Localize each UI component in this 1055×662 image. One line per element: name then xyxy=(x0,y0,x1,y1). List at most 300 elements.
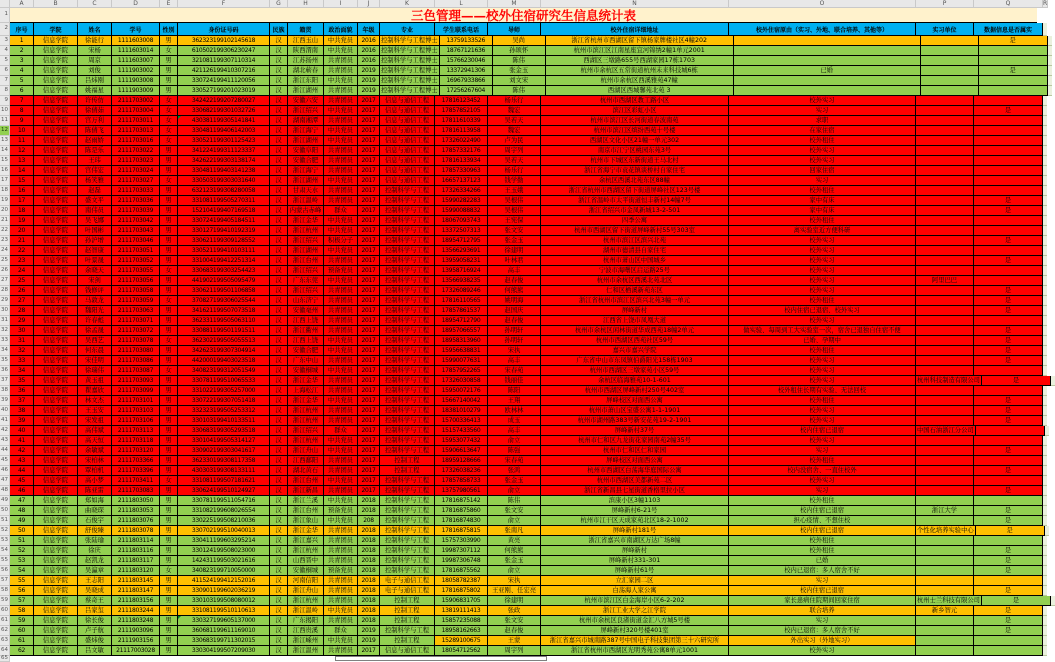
row-number[interactable]: 9 xyxy=(0,96,10,106)
cell-address[interactable]: 浙江省嘉兴市城南路387号中国电子科技集团第三十六研究所 xyxy=(541,636,729,646)
cell-phone[interactable]: 13372941306 xyxy=(440,66,493,76)
cell-grade[interactable]: 2017 xyxy=(358,446,380,456)
cell-ethnicity[interactable]: 汉 xyxy=(270,196,288,206)
cell-origin[interactable]: 广东东莞 xyxy=(288,276,324,286)
cell-phone[interactable]: 17816875860 xyxy=(435,506,488,516)
cell-intern-unit[interactable] xyxy=(916,206,974,216)
cell-reason[interactable]: 校外实习 xyxy=(729,266,916,276)
cell-intern-unit[interactable] xyxy=(916,246,974,256)
cell-verified[interactable]: 是 xyxy=(974,256,1043,266)
cell-advisor[interactable]: 张政 xyxy=(488,606,541,616)
cell-reason[interactable]: 校内已退宿：多人宿舍不好 xyxy=(729,566,916,576)
cell-name[interactable]: 徐孟晟 xyxy=(78,326,112,336)
cell-origin[interactable]: 江西上饶 xyxy=(288,316,324,326)
cell-grade[interactable]: 2018 xyxy=(358,496,380,506)
cell-advisor[interactable]: 张金玉 xyxy=(488,556,541,566)
cell-name[interactable]: 孙沪增 xyxy=(78,236,112,246)
cell-college[interactable]: 信息学院 xyxy=(34,66,78,76)
cell-address[interactable]: 杭州市滨江区长河街道春波南苑 xyxy=(541,116,729,126)
cell-reason[interactable]: 校外实习 xyxy=(729,156,916,166)
cell-intern-unit[interactable] xyxy=(916,186,974,196)
cell-student-id[interactable]: 2111703016 xyxy=(112,136,160,146)
cell-grade[interactable]: 2017 xyxy=(358,486,380,496)
cell-origin[interactable]: 浙江东阳 xyxy=(288,76,324,86)
cell-reason[interactable]: 家长患病住院期间回家住宿 xyxy=(729,596,916,606)
cell-no[interactable]: 10 xyxy=(10,126,34,136)
cell-name[interactable]: 王志阳 xyxy=(78,576,112,586)
column-letter[interactable]: L xyxy=(435,0,488,8)
cell-reason[interactable]: 校外租住 xyxy=(729,346,916,356)
empty-cell-box[interactable] xyxy=(335,656,547,661)
cell-advisor[interactable]: 钱丽佳 xyxy=(488,376,541,386)
cell-gender[interactable]: 女 xyxy=(160,366,178,376)
cell-reason[interactable]: 校外实习 xyxy=(729,286,916,296)
cell-reason[interactable]: 校外租住 xyxy=(729,186,916,196)
cell-verified[interactable]: 是 xyxy=(974,236,1043,246)
cell-student-id[interactable]: 2111703086 xyxy=(112,356,160,366)
cell-phone[interactable]: 17816874830 xyxy=(435,516,488,526)
cell-no[interactable]: 3 xyxy=(10,56,34,66)
cell-student-id[interactable]: 2111703027 xyxy=(112,176,160,186)
cell-no[interactable]: 43 xyxy=(10,456,34,466)
cell-reason[interactable]: 担心疫情、不想住校 xyxy=(729,516,916,526)
cell-no[interactable]: 55 xyxy=(10,576,34,586)
cell-grade[interactable]: 2017 xyxy=(358,236,380,246)
cell-advisor[interactable]: 吴根伟 xyxy=(488,196,541,206)
row-number[interactable]: 63 xyxy=(0,636,10,646)
cell-name[interactable]: 黄玉祖 xyxy=(78,376,112,386)
cell-phone[interactable]: 18959128666 xyxy=(435,456,488,466)
cell-grade[interactable]: 2017 xyxy=(358,146,380,156)
row-number[interactable]: 55 xyxy=(0,556,10,566)
cell-student-id[interactable]: 2111803117 xyxy=(112,556,160,566)
cell-gender[interactable]: 女 xyxy=(160,116,178,126)
cell-verified[interactable] xyxy=(974,126,1043,136)
cell-reason[interactable]: 在家住宿 xyxy=(729,126,916,136)
cell-name[interactable]: 吴晓成 xyxy=(78,586,112,596)
cell-origin[interactable]: 湖北蕲春 xyxy=(288,66,324,76)
cell-gender[interactable]: 男 xyxy=(160,206,178,216)
cell-ethnicity[interactable]: 汉 xyxy=(270,266,288,276)
cell-student-id[interactable]: 2111703056 xyxy=(112,276,160,286)
cell-phone[interactable]: 15990077631 xyxy=(435,356,488,366)
cell-address[interactable]: 杭州市西湖区教工路小区 xyxy=(541,96,729,106)
cell-advisor[interactable]: 张文安 xyxy=(488,226,541,236)
column-header-phone[interactable]: 学生联系电话 xyxy=(435,23,488,36)
column-letter[interactable]: D xyxy=(112,0,160,8)
cell-name[interactable]: 陈是乐 xyxy=(78,146,112,156)
cell-intern-unit[interactable]: 浙江大学 xyxy=(916,506,974,516)
row-number[interactable]: 26 xyxy=(0,266,10,276)
cell-ethnicity[interactable]: 汉 xyxy=(270,576,288,586)
cell-political-status[interactable]: 共青团员 xyxy=(324,546,358,556)
cell-id-number[interactable]: 330781199511054716 xyxy=(178,496,270,506)
cell-address[interactable]: 宁波市海曙区启运路25号 xyxy=(541,266,729,276)
cell-reason[interactable]: 校外租住 xyxy=(729,496,916,506)
cell-reason[interactable]: 校外实习 xyxy=(729,236,916,246)
cell-ethnicity[interactable]: 汉 xyxy=(270,326,288,336)
cell-phone[interactable]: 18954712790 xyxy=(435,316,488,326)
cell-ethnicity[interactable]: 汉 xyxy=(270,66,288,76)
cell-major[interactable]: 控制科学与工程博士 xyxy=(381,77,438,84)
cell-name[interactable]: 徐庆 xyxy=(78,546,112,556)
cell-address[interactable]: 杭州市滨江区白金海岸小区6-2-202 xyxy=(541,596,729,606)
cell-phone[interactable]: 18054712562 xyxy=(435,646,488,656)
cell-name[interactable]: 宫万利 xyxy=(78,116,112,126)
row-number[interactable]: 20 xyxy=(0,206,10,216)
cell-intern-unit[interactable] xyxy=(916,556,974,566)
cell-political-status[interactable]: 共青团员 xyxy=(324,156,358,166)
cell-major[interactable]: 控制科学与工程 xyxy=(380,486,435,496)
cell-grade[interactable]: 2017 xyxy=(358,216,380,226)
cell-political-status[interactable]: 积极分子 xyxy=(324,236,358,246)
cell-gender[interactable]: 男 xyxy=(160,576,178,586)
cell-verified[interactable] xyxy=(974,536,1043,546)
cell-political-status[interactable]: 共青团员 xyxy=(324,186,358,196)
cell-address[interactable]: 立汇家园二区 xyxy=(541,576,729,586)
cell-gender[interactable]: 男 xyxy=(160,646,178,656)
cell-address[interactable]: 杭州市下城区东新街道王马北村 xyxy=(541,156,729,166)
cell-id-number[interactable]: 330521199410103111 xyxy=(178,246,270,256)
row-number[interactable]: 54 xyxy=(0,546,10,556)
cell-student-id[interactable]: 2111803076 xyxy=(112,516,160,526)
cell-intern-unit[interactable] xyxy=(916,106,974,116)
cell-advisor[interactable]: 赵国庆 xyxy=(488,306,541,316)
cell-id-number[interactable]: 330724199405184511 xyxy=(178,216,270,226)
row-number[interactable]: 7 xyxy=(0,76,10,86)
cell-intern-unit[interactable] xyxy=(916,216,974,226)
cell-reason[interactable]: 校内住宿已退宿 xyxy=(729,586,916,596)
cell-no[interactable]: 28 xyxy=(10,306,34,316)
cell-intern-unit[interactable] xyxy=(916,316,974,326)
cell-verified[interactable] xyxy=(974,96,1043,106)
cell-id-number[interactable]: 362330199308117358 xyxy=(178,456,270,466)
cell-origin[interactable]: 湖南湘潭 xyxy=(288,116,324,126)
cell-address[interactable]: 杭州市仁和区仁和家园 xyxy=(541,446,729,456)
cell-phone[interactable]: 16967933866 xyxy=(440,76,493,86)
cell-name[interactable]: 宫伟宏 xyxy=(78,166,112,176)
cell-origin[interactable]: 浙江湖州 xyxy=(288,86,324,96)
cell-gender[interactable]: 男 xyxy=(160,516,178,526)
cell-major[interactable]: 控制科学与工程 xyxy=(380,626,435,636)
cell-id-number[interactable]: 330902199303041617 xyxy=(178,446,270,456)
cell-student-id[interactable]: 2111803248 xyxy=(112,616,160,626)
cell-grade[interactable]: 2016 xyxy=(358,36,380,46)
cell-college[interactable]: 信息学院 xyxy=(34,236,78,246)
cell-origin[interactable]: 广东中山 xyxy=(288,356,324,366)
column-header-intern-unit[interactable]: 实习单位 xyxy=(916,23,974,36)
cell-college[interactable]: 信息学院 xyxy=(34,166,78,176)
cell-college[interactable]: 信息学院 xyxy=(34,256,78,266)
cell-origin[interactable]: 浙江海宁 xyxy=(288,126,324,136)
column-header-advisor[interactable]: 导师 xyxy=(488,23,541,36)
cell-grade[interactable]: 2018 xyxy=(358,616,380,626)
cell-political-status[interactable]: 共青团员 xyxy=(324,646,358,656)
cell-college[interactable]: 信息学院 xyxy=(34,86,78,96)
cell-phone[interactable]: 17326334266 xyxy=(435,186,488,196)
cell-college[interactable]: 信息学院 xyxy=(34,556,78,566)
column-header-address[interactable]: 校外住宿详细地址 xyxy=(541,23,729,36)
cell-gender[interactable]: 男 xyxy=(160,66,178,76)
cell-no[interactable]: 42 xyxy=(10,446,34,456)
cell-advisor[interactable]: 宋春苑 xyxy=(488,366,541,376)
cell-advisor[interactable]: 王宪保 xyxy=(488,216,541,226)
cell-reason[interactable]: 实习 xyxy=(729,176,916,186)
cell-college[interactable]: 信息学院 xyxy=(34,586,78,596)
cell-political-status[interactable]: 群众 xyxy=(324,626,358,636)
cell-advisor[interactable]: 徐建明 xyxy=(488,596,541,606)
cell-intern-unit[interactable]: 个性化培养实验中心 xyxy=(917,527,974,534)
cell-major[interactable]: 控制科学与工程 xyxy=(380,446,435,456)
cell-ethnicity[interactable]: 汉 xyxy=(270,46,288,56)
cell-advisor[interactable]: 徐建明 xyxy=(488,246,541,256)
cell-ethnicity[interactable]: 汉 xyxy=(270,436,288,446)
cell-name[interactable]: 吴飞娜 xyxy=(78,216,112,226)
cell-reason[interactable] xyxy=(734,76,921,86)
cell-advisor[interactable]: 孙颂怀 xyxy=(493,46,546,56)
cell-intern-unit[interactable] xyxy=(916,146,974,156)
row-number[interactable]: 56 xyxy=(0,566,10,576)
cell-college[interactable]: 信息学院 xyxy=(34,566,78,576)
cell-major[interactable]: 控制科学与工程 xyxy=(380,226,435,236)
cell-origin[interactable]: 浙江台州 xyxy=(288,256,324,266)
cell-advisor[interactable]: 成玉 xyxy=(488,416,541,426)
cell-advisor[interactable]: 赵春俊 xyxy=(488,316,541,326)
cell-phone[interactable]: 15956638831 xyxy=(435,346,488,356)
cell-gender[interactable]: 男 xyxy=(160,496,178,506)
cell-ethnicity[interactable]: 汉 xyxy=(270,116,288,126)
cell-address[interactable]: 广东省中山市东凤镇伯爵阳光158栋1903 xyxy=(541,356,729,366)
cell-address[interactable]: 杭州市余杭区西溪雅苑47幢 xyxy=(546,76,734,86)
cell-intern-unit[interactable]: 中国石油浙江分公司 xyxy=(917,427,974,434)
cell-phone[interactable]: 18954712795 xyxy=(435,236,488,246)
cell-address[interactable]: 杭州市余杭区西溪北苑北区 xyxy=(541,276,729,286)
cell-intern-unit[interactable] xyxy=(916,386,974,396)
cell-political-status[interactable]: 中共党员 xyxy=(324,606,358,616)
cell-no[interactable]: 46 xyxy=(10,486,34,496)
cell-student-id[interactable]: 2111703023 xyxy=(112,156,160,166)
cell-no[interactable]: 31 xyxy=(10,336,34,346)
cell-college[interactable]: 信息学院 xyxy=(34,246,78,256)
cell-no[interactable]: 41 xyxy=(10,436,34,446)
cell-gender[interactable]: 男 xyxy=(160,406,178,416)
row-number[interactable]: 41 xyxy=(0,416,10,426)
row-number[interactable]: 51 xyxy=(0,516,10,526)
cell-verified[interactable] xyxy=(976,426,1045,436)
cell-major[interactable]: 控制科学与工程 xyxy=(380,386,435,396)
cell-political-status[interactable]: 共青团员 xyxy=(324,326,358,336)
cell-advisor[interactable]: 何熊熊 xyxy=(488,286,541,296)
cell-advisor[interactable]: 周宇列 xyxy=(488,146,541,156)
cell-reason[interactable] xyxy=(734,86,921,96)
cell-origin[interactable]: 浙江湖州 xyxy=(288,246,324,256)
cell-no[interactable]: 36 xyxy=(10,386,34,396)
cell-reason[interactable]: 校外实习 xyxy=(729,246,916,256)
cell-advisor[interactable]: 俞立 xyxy=(488,516,541,526)
cell-verified[interactable]: 是 xyxy=(974,296,1043,306)
cell-reason[interactable]: 已婚 xyxy=(734,66,921,76)
cell-advisor[interactable]: 宋执 xyxy=(488,346,541,356)
cell-college[interactable]: 信息学院 xyxy=(34,126,78,136)
cell-advisor[interactable]: 刘文宋 xyxy=(493,76,546,86)
cell-origin[interactable]: 浙江海宁 xyxy=(288,166,324,176)
cell-phone[interactable]: 15289100675 xyxy=(435,636,488,646)
cell-student-id[interactable]: 2111803050 xyxy=(112,496,160,506)
cell-college[interactable]: 信息学院 xyxy=(34,216,78,226)
cell-name[interactable]: 杨笑雅 xyxy=(78,176,112,186)
cell-origin[interactable]: 安徽亳州 xyxy=(288,306,324,316)
row-number[interactable]: 43 xyxy=(0,436,10,446)
cell-major[interactable]: 控制科学与工程 xyxy=(380,356,435,366)
row-number[interactable]: 65 xyxy=(1,654,8,661)
cell-no[interactable]: 13 xyxy=(10,156,34,166)
cell-no[interactable]: 9 xyxy=(10,116,34,126)
cell-college[interactable]: 信息学院 xyxy=(34,316,78,326)
cell-student-id[interactable]: 2111703118 xyxy=(112,436,160,446)
cell-major[interactable]: 控制科学与工程 xyxy=(380,376,435,386)
cell-intern-unit[interactable] xyxy=(916,446,974,456)
cell-grade[interactable]: 2018 xyxy=(358,556,380,566)
cell-college[interactable]: 信息学院 xyxy=(34,46,78,56)
cell-address[interactable]: 浙江工业大学之江学院 xyxy=(541,606,729,616)
cell-ethnicity[interactable]: 汉 xyxy=(270,536,288,546)
cell-major[interactable]: 控制科学与工程 xyxy=(380,186,435,196)
row-number[interactable]: 47 xyxy=(0,476,10,486)
cell-verified[interactable]: 是 xyxy=(974,446,1043,456)
cell-no[interactable]: 11 xyxy=(10,136,34,146)
cell-advisor[interactable]: 吴尚 xyxy=(493,36,546,46)
cell-id-number[interactable]: 330327199605137000 xyxy=(178,616,270,626)
cell-verified[interactable] xyxy=(974,576,1043,586)
cell-id-number[interactable]: 330481199406142003 xyxy=(178,126,270,136)
cell-verified[interactable] xyxy=(974,226,1043,236)
cell-college[interactable]: 信息学院 xyxy=(34,456,78,466)
cell-grade[interactable]: 2016 xyxy=(358,46,380,56)
cell-intern-unit[interactable] xyxy=(916,96,974,106)
cell-political-status[interactable]: 预备党员 xyxy=(324,266,358,276)
cell-student-id[interactable]: 2111703366 xyxy=(112,456,160,466)
cell-reason[interactable]: 校外实习 xyxy=(729,436,916,446)
cell-id-number[interactable]: 341621199507073518 xyxy=(178,306,270,316)
cell-grade[interactable]: 2017 xyxy=(358,186,380,196)
cell-intern-unit[interactable] xyxy=(916,436,974,446)
column-letter[interactable]: B xyxy=(34,0,78,8)
cell-political-status[interactable]: 中共党员 xyxy=(324,276,358,286)
cell-gender[interactable]: 男 xyxy=(160,276,178,286)
cell-college[interactable]: 信息学院 xyxy=(34,506,78,516)
cell-verified[interactable]: 是 xyxy=(974,606,1043,616)
cell-no[interactable]: 59 xyxy=(10,616,34,626)
cell-gender[interactable]: 男 xyxy=(160,396,178,406)
column-letter[interactable]: C xyxy=(78,0,112,8)
cell-grade[interactable]: 2019 xyxy=(358,636,380,646)
cell-verified[interactable] xyxy=(974,156,1043,166)
cell-gender[interactable]: 男 xyxy=(160,76,178,86)
cell-advisor[interactable]: 魏宏 xyxy=(488,126,541,136)
cell-reason[interactable]: 实习 xyxy=(729,616,916,626)
cell-phone[interactable]: 13819111413 xyxy=(435,606,488,616)
cell-verified[interactable]: 是 xyxy=(974,196,1043,206)
cell-intern-unit[interactable] xyxy=(916,196,974,206)
cell-verified[interactable] xyxy=(974,136,1043,146)
row-number[interactable]: 6 xyxy=(0,66,10,76)
cell-advisor[interactable]: 张金玉 xyxy=(488,236,541,246)
cell-intern-unit[interactable] xyxy=(916,226,974,236)
cell-reason[interactable]: 校外实习 xyxy=(729,476,916,486)
cell-reason[interactable]: 离实验室近方便科研 xyxy=(729,226,916,236)
cell-major[interactable]: 信息与通信工程 xyxy=(380,116,435,126)
cell-student-id[interactable]: 2111703396 xyxy=(112,466,160,476)
cell-college[interactable]: 信息学院 xyxy=(34,336,78,346)
cell-reason[interactable]: 回家住宿 xyxy=(729,166,916,176)
cell-grade[interactable]: 2017 xyxy=(358,106,380,116)
cell-origin[interactable]: 上海松江 xyxy=(288,386,324,396)
cell-grade[interactable]: 2018 xyxy=(358,526,380,536)
cell-origin[interactable]: 浙江嘉兴 xyxy=(288,536,324,546)
cell-verified[interactable] xyxy=(974,636,1043,646)
cell-address[interactable]: 浙江省杭州市西湖区留下街道屏峰社区123号楼 xyxy=(541,186,729,196)
cell-no[interactable]: 34 xyxy=(10,366,34,376)
cell-college[interactable]: 信息学院 xyxy=(34,526,78,536)
cell-origin[interactable]: 浙江温岭 xyxy=(288,196,324,206)
row-number[interactable]: 33 xyxy=(0,336,10,346)
cell-origin[interactable]: 浙江象山 xyxy=(288,516,324,526)
cell-origin[interactable]: 浙江台州 xyxy=(288,476,324,486)
cell-political-status[interactable]: 共青团员 xyxy=(324,416,358,426)
cell-gender[interactable]: 男 xyxy=(160,596,178,606)
cell-verified[interactable]: 是 xyxy=(974,556,1043,566)
cell-name[interactable]: 叶国彬 xyxy=(78,226,112,236)
cell-grade[interactable]: 2017 xyxy=(358,466,380,476)
cell-political-status[interactable]: 中共党员 xyxy=(324,126,358,136)
cell-id-number[interactable]: 330127199410192319 xyxy=(178,226,270,236)
cell-phone[interactable]: 18067093743 xyxy=(435,216,488,226)
row-number[interactable]: 13 xyxy=(0,136,10,146)
cell-origin[interactable]: 甘肃天水 xyxy=(288,186,324,196)
cell-political-status[interactable]: 中共党员 xyxy=(324,106,358,116)
cell-ethnicity[interactable]: 汉 xyxy=(270,596,288,606)
cell-reason[interactable]: 校外实习 xyxy=(729,356,916,366)
cell-name[interactable]: 钱修评 xyxy=(78,286,112,296)
cell-intern-unit[interactable] xyxy=(916,626,974,636)
cell-major[interactable]: 信息与通信工程 xyxy=(380,96,435,106)
cell-ethnicity[interactable]: 汉 xyxy=(270,256,288,266)
cell-reason[interactable]: 实习 xyxy=(729,576,916,586)
cell-advisor[interactable]: 王玉娥 xyxy=(488,186,541,196)
cell-reason[interactable]: 家中有床 xyxy=(729,196,916,206)
cell-ethnicity[interactable]: 汉 xyxy=(270,306,288,316)
cell-student-id[interactable]: 2111703099 xyxy=(112,386,160,396)
cell-phone[interactable]: 17816123452 xyxy=(435,96,488,106)
cell-phone[interactable]: 16657137123 xyxy=(435,176,488,186)
cell-verified[interactable]: 是 xyxy=(974,506,1043,516)
cell-reason[interactable]: 校外实习 xyxy=(729,646,916,656)
cell-student-id[interactable]: 1111603008 xyxy=(112,36,160,46)
cell-origin[interactable]: 安徽合肥 xyxy=(288,346,324,356)
cell-address[interactable]: 杭州市余杭区闲林街道华成西苑18幢2单元 xyxy=(541,326,729,336)
row-number[interactable]: 57 xyxy=(0,576,10,586)
cell-no[interactable]: 56 xyxy=(10,586,34,596)
cell-reason[interactable]: 实习 xyxy=(729,446,916,456)
cell-reason[interactable]: 校内住宿已退宿 xyxy=(729,426,916,436)
cell-address[interactable]: 滨康小区3幢1103 xyxy=(541,496,729,506)
cell-no[interactable]: 23 xyxy=(10,256,34,266)
cell-ethnicity[interactable]: 汉 xyxy=(270,206,288,216)
cell-gender[interactable]: 男 xyxy=(160,306,178,316)
cell-verified[interactable]: 是 xyxy=(974,466,1043,476)
cell-reason[interactable]: 校外实习 xyxy=(729,96,916,106)
cell-gender[interactable]: 男 xyxy=(160,166,178,176)
